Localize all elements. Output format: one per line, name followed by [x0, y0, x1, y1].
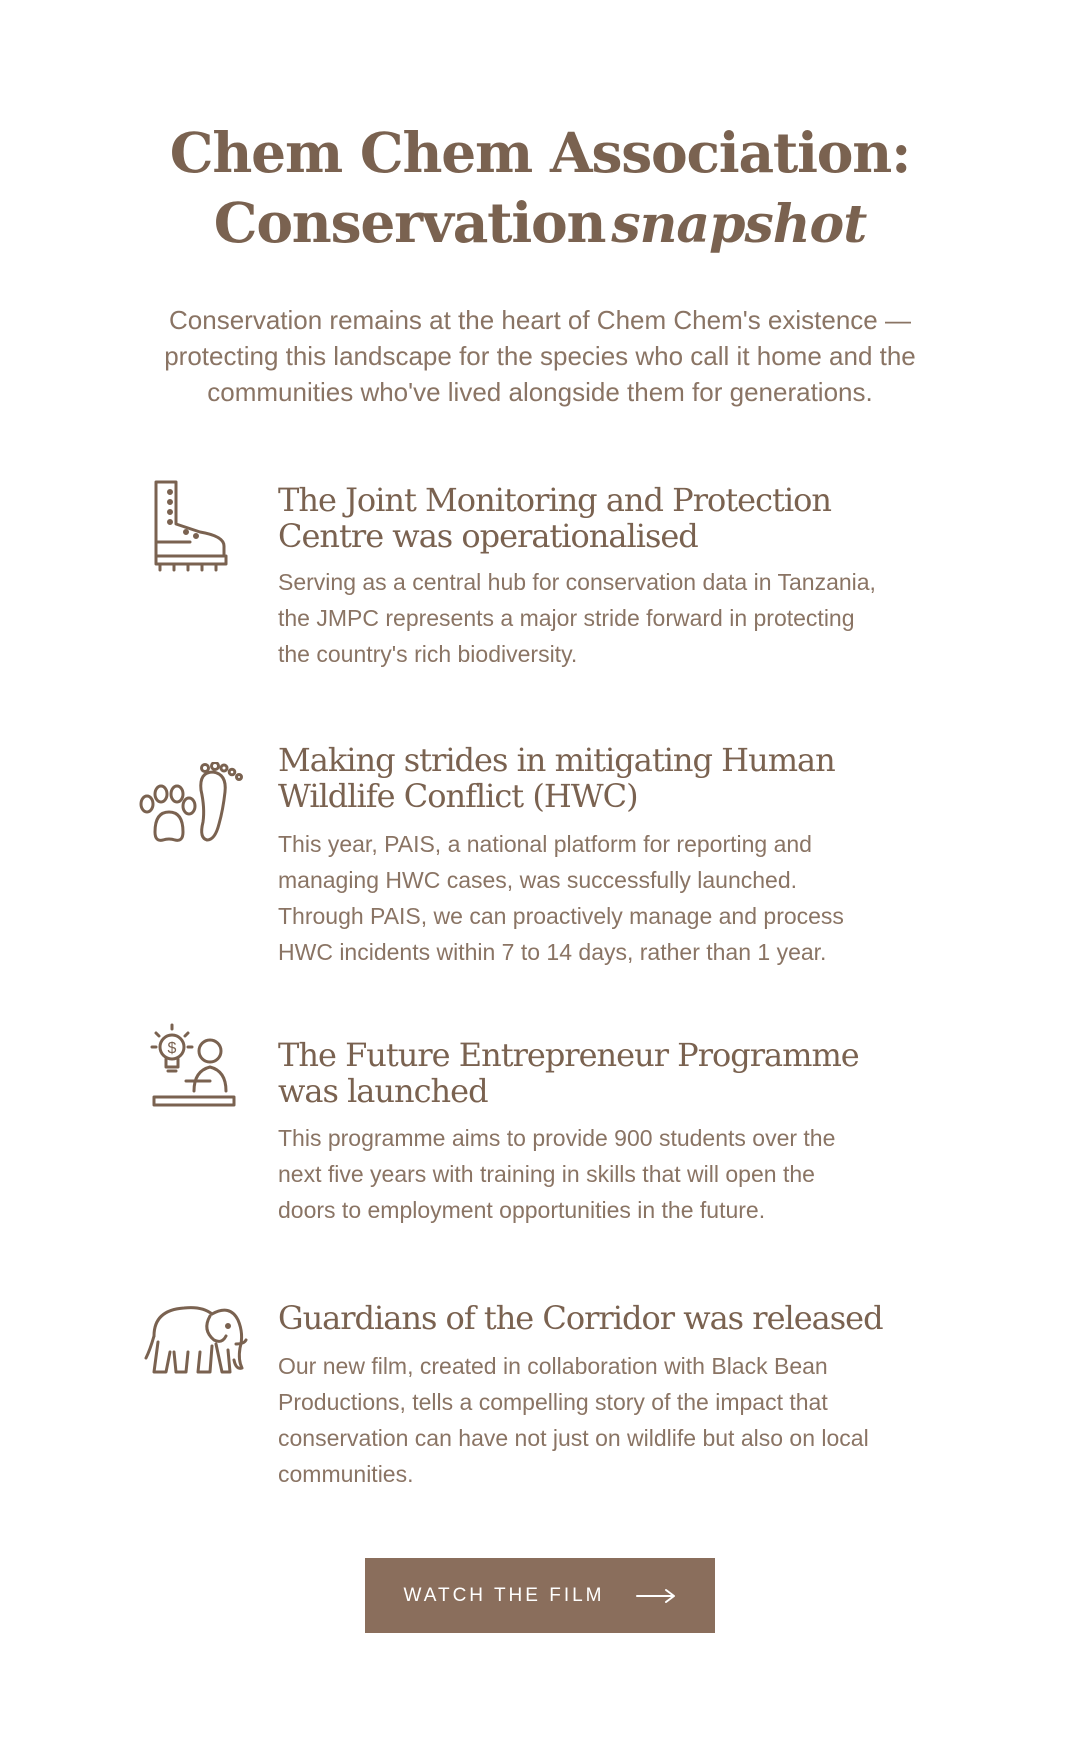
intro-text: Conservation remains at the heart of Chem Chem's existence — protecting this landscape for the species who call it home and the communities who've lived alongside them for generations. [164, 305, 916, 407]
elephant-icon [140, 1296, 250, 1378]
svg-text:$: $ [167, 1040, 177, 1057]
paw-footprint-icon [135, 762, 247, 857]
highlight-body: Our new film, created in collaboration with Black Bean Productions, tells a compelling story of the impact that conservation can have not just on wildlife but also on local communities. [278, 1353, 869, 1487]
title-line-1: Chem Chem Association: [169, 120, 911, 185]
highlight-title: The Joint Monitoring and Protection Centre was operationalised [278, 481, 831, 555]
highlight-title: Making strides in mitigating Human Wildlife Conflict (HWC) [278, 741, 835, 815]
title-script-word: snapshot [611, 194, 867, 255]
highlight-title: Guardians of the Corridor was released [278, 1299, 883, 1337]
entrepreneur-idea-icon [150, 1021, 240, 1111]
title-line-2: Conservation snapshot [213, 190, 867, 255]
highlight-body: Serving as a central hub for conservation data in Tanzania, the JMPC represents a major stride forward in protecting the country's rich biodiversity. [278, 569, 876, 667]
highlight-title: The Future Entrepreneur Programme was launched [278, 1036, 859, 1110]
highlight-body: This year, PAIS, a national platform for reporting and managing HWC cases, was successfully launched. Through PAIS, we can proactively manage and process HWC incidents within 7 to 14 days, rather than 1 year. [278, 831, 844, 965]
boot-icon [140, 476, 240, 576]
watch-film-label: WATCH THE FILM [403, 1584, 605, 1606]
highlight-body: This programme aims to provide 900 students over the next five years with training in skills that will open the doors to employment opportunities in the future. [278, 1125, 836, 1223]
watch-film-button[interactable] [365, 1558, 715, 1633]
arrow-right-icon [635, 1588, 677, 1604]
page-title [0, 118, 1080, 260]
